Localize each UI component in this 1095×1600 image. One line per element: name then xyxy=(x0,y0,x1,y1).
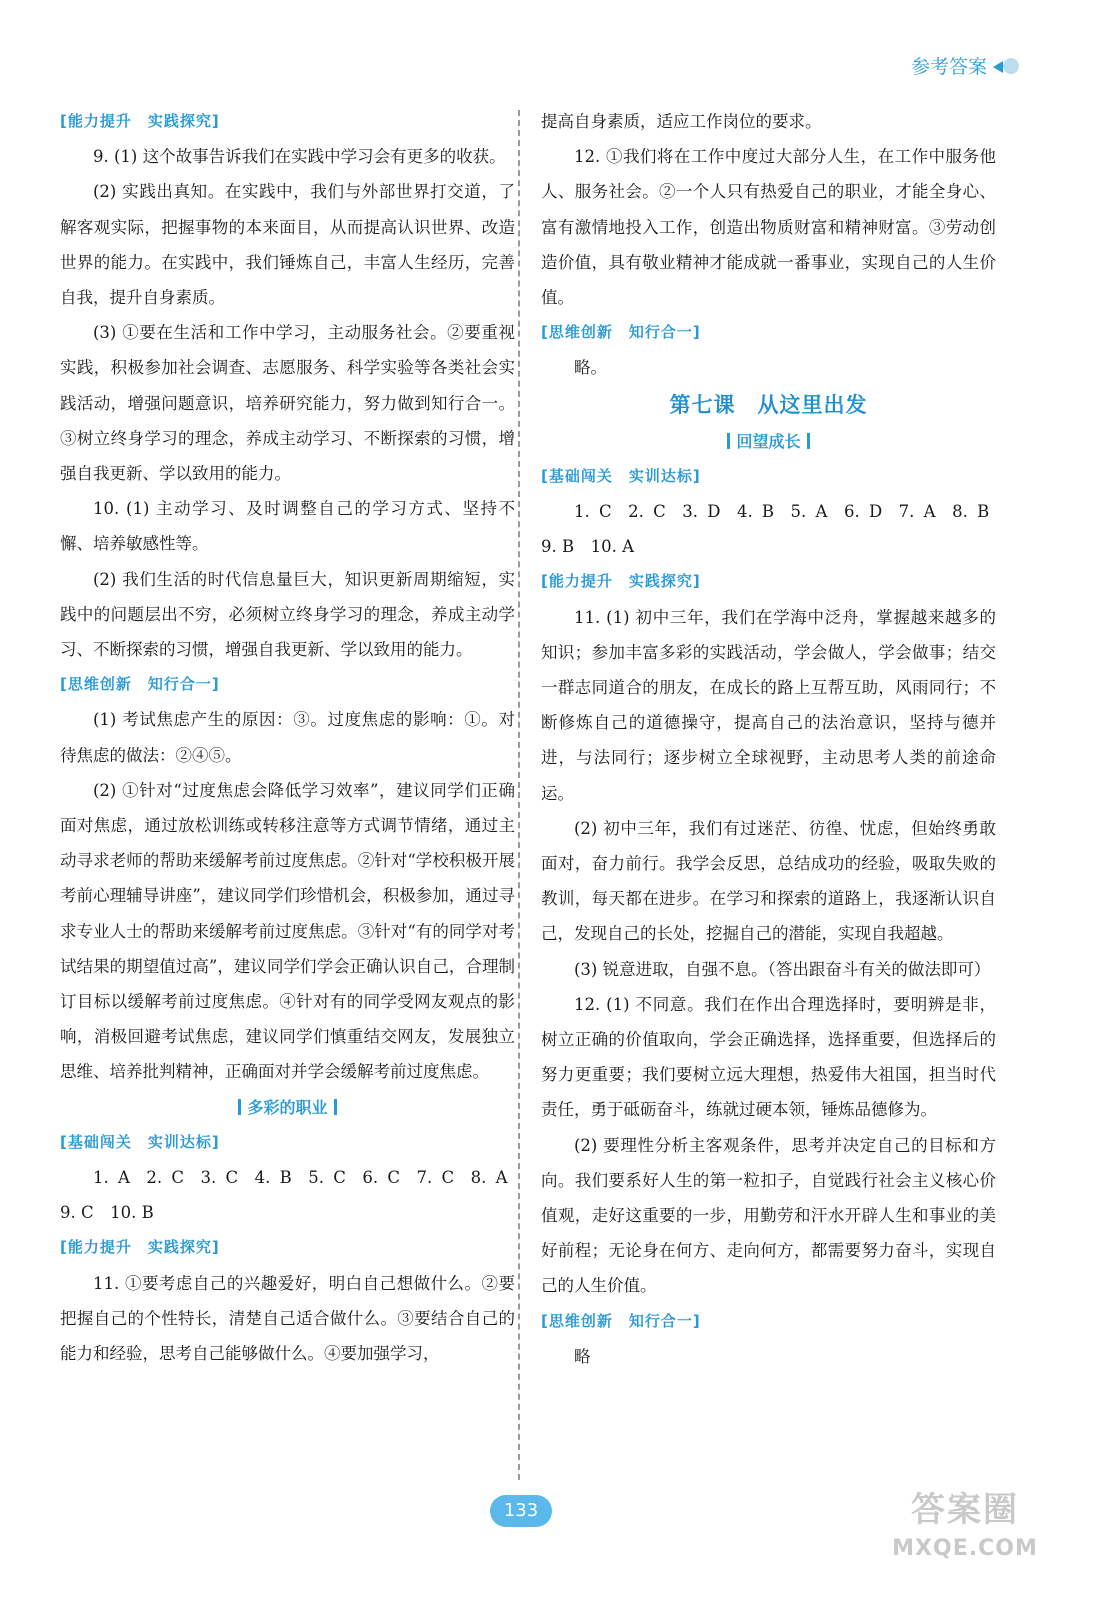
choice-answers: 1. A 2. C 3. C 4. B 5. C 6. C 7. C 8. A xyxy=(93,1168,508,1188)
answer-paragraph: (2) 要理性分析主客观条件，思考并决定自己的目标和方向。我们要系好人生的第一粒扣子，自觉践行社会主义核心价值观，走好这重要的一步，用勤劳和汗水开辟人生和事业的美好前程；无论身在何方、走向何方，都需要努力奋斗，实现自己的人生价值。 xyxy=(541,1135,996,1296)
answer-paragraph: 提高自身素质，适应工作岗位的要求。 xyxy=(541,112,822,131)
answer-paragraph: (2) 初中三年，我们有过迷茫、彷徨、忧虑，但始终勇敢面对，奋力前行。我学会反思，总结成功的经验，吸取失败的教训，每天都在进步。在学习和探索的道路上，我逐渐认识自己，发现自己的长处，挖掘自己的潜能，实现自我超越。 xyxy=(541,818,996,944)
answer-paragraph: (2) 实践出真知。在实践中，我们与外部世界打交道，了解客观实际，把握事物的本来面目，从而提高认识世界、改造世界的能力。在实践中，我们锤炼自己，丰富人生经历，完善自我，提升自身素质。 xyxy=(60,182,515,307)
lesson-title: 第七课 从这里出发 xyxy=(669,392,868,417)
section-tag: [基础闯关 实训达标] xyxy=(60,1132,220,1151)
section-tag: [基础闯关 实训达标] xyxy=(541,466,701,485)
section-tag: [思维创新 知行合一] xyxy=(541,1311,701,1330)
answer-paragraph: (3) ①要在生活和工作中学习，主动服务社会。②要重视实践，积极参加社会调查、志愿服务、科学实验等各类社会实践活动，增强问题意识，培养研究能力，努力做到知行合一。③树立终身学习的理念，养成主动学习、不断探索的习惯，增强自我更新、学以致用的能力。 xyxy=(60,323,515,484)
choice-answers: 1. C 2. C 3. D 4. B 5. A 6. D 7. A 8. B xyxy=(574,501,990,521)
arrow-globe-icon xyxy=(993,57,1023,75)
answer-paragraph: (2) 我们生活的时代信息量巨大，知识更新周期缩短，实践中的问题层出不穷，必须树立终身学习的理念，养成主动学习、不断探索的习惯，增强自我更新、学以致用的能力。 xyxy=(60,569,515,660)
left-column xyxy=(60,104,515,1371)
page-header xyxy=(911,52,1023,79)
answer-paragraph: 11. ①要考虑自己的兴趣爱好，明白自己想做什么。②要把握自己的个性特长，清楚自己适合做什么。③要结合自己的能力和经验，思考自己能够做什么。④要加强学习， xyxy=(60,1273,515,1364)
page-number: 133 xyxy=(490,1495,552,1527)
answer-paragraph: 9. (1) 这个故事告诉我们在实践中学习会有更多的收获。 xyxy=(93,147,506,167)
section-tag: [能力提升 实践探究] xyxy=(60,1238,220,1257)
answer-paragraph: (1) 考试焦虑产生的原因：③。过度焦虑的影响：①。对待焦虑的做法：②④⑤。 xyxy=(60,710,515,765)
right-column xyxy=(541,104,996,1374)
answer-paragraph: 11. (1) 初中三年，我们在学海中泛舟，掌握越来越多的知识；参加丰富多彩的实践活动，学会做人，学会做事；结交一群志同道合的朋友，在成长的路上互帮互助，风雨同行；不断修炼自己的道德操守，提高自己的法治意识，坚持与德并进，与法同行；逐步树立全球视野，主动思考人类的前途命运。 xyxy=(541,607,996,803)
answer-paragraph: (2) ①针对“过度焦虑会降低学习效率”，建议同学们正确面对焦虑，通过放松训练或转移注意等方式调节情绪，通过主动寻求老师的帮助来缓解考前过度焦虑。②针对“学校积极开展考前心理辅导讲座”，建议同学们珍惜机会，积极参加，通过寻求专业人士的帮助来缓解考前过度焦虑。③针对“有的同学对考试结果的期望值过高”，建议同学们学会正确认识自己，合理制订目标以缓解考前过度焦虑。④针对有的同学受网友观点的影响，消极回避考试焦虑，建议同学们慎重结交网友，发展独立思维、培养批判精神，正确面对并学会缓解考前过度焦虑。 xyxy=(60,780,515,1082)
column-divider xyxy=(518,110,520,1480)
section-tag: [能力提升 实践探究] xyxy=(541,572,701,591)
choice-answers: 9. C 10. B xyxy=(60,1203,154,1223)
section-tag: [思维创新 知行合一] xyxy=(60,675,220,694)
choice-answers: 9. B 10. A xyxy=(541,537,635,557)
answer-paragraph: 10. (1) 主动学习、及时调整自己的学习方式、坚持不懈、培养敏感性等。 xyxy=(60,499,515,554)
answer-paragraph: 略 xyxy=(574,1346,591,1366)
watermark-logo-text: 答案圈 xyxy=(911,1490,1019,1530)
watermark-url: MXQE.COM xyxy=(892,1536,1038,1561)
section-tag: [思维创新 知行合一] xyxy=(541,323,701,342)
answer-paragraph: 12. ①我们将在工作中度过大部分人生，在工作中服务他人、服务社会。②一个人只有热爱自己的职业，才能全身心、富有激情地投入工作，创造出物质财富和精神财富。③劳动创造价值，具有敬业精神才能成就一番事业，实现自己的人生价值。 xyxy=(541,147,996,308)
answer-paragraph: (3) 锐意进取，自强不息。（答出跟奋斗有关的做法即可） xyxy=(574,959,991,979)
subsection-title: 多彩的职业 xyxy=(60,1090,515,1125)
header-label: 参考答案 xyxy=(910,56,987,78)
watermark xyxy=(875,1486,1055,1576)
answer-paragraph: 12. (1) 不同意。我们在作出合理选择时，要明辨是非，树立正确的价值取向，学会正确选择，选择重要，但选择后的努力更重要；我们要树立远大理想，热爱伟大祖国，担当时代责任，勇于砥砺奋斗，练就过硬本领，锤炼品德修为。 xyxy=(541,994,996,1120)
subsection-title: 回望成长 xyxy=(541,424,996,459)
section-tag: [能力提升 实践探究] xyxy=(60,112,220,130)
answer-paragraph: 略。 xyxy=(574,358,607,378)
